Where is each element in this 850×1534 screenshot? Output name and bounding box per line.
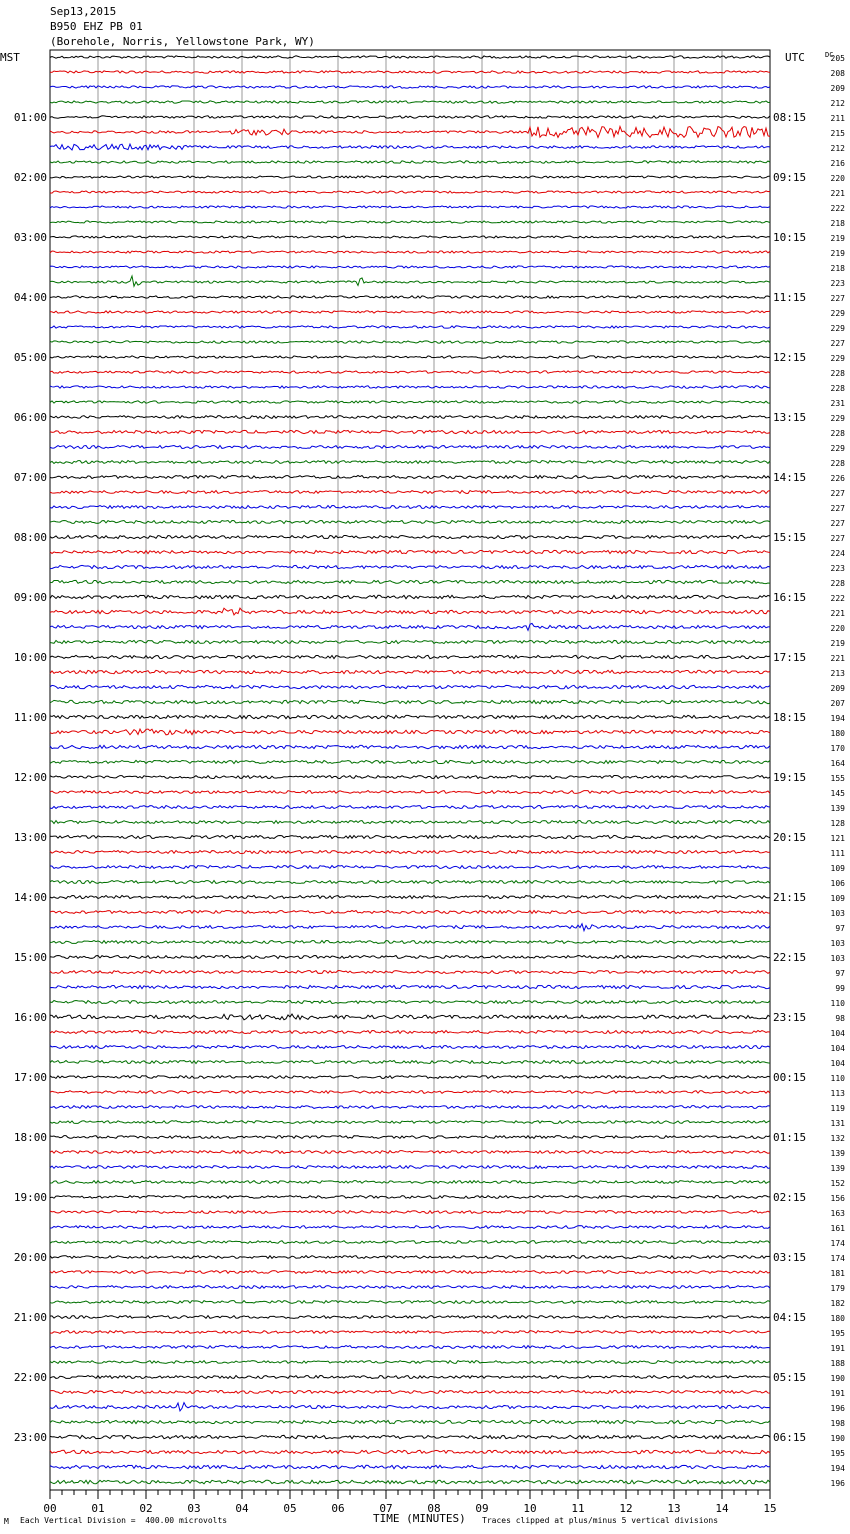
dc-offset-label-2: 209 bbox=[830, 84, 845, 93]
clip-note: Traces clipped at plus/minus 5 vertical divisions bbox=[482, 1516, 719, 1525]
trace-line-35 bbox=[50, 580, 770, 583]
dc-offset-label-49: 145 bbox=[830, 789, 845, 798]
dc-offset-label-40: 221 bbox=[830, 654, 845, 663]
dc-offset-label-46: 170 bbox=[830, 744, 845, 753]
dc-offset-label-76: 156 bbox=[830, 1194, 845, 1203]
left-hour-label-05:00: 05:00 bbox=[13, 351, 47, 364]
dc-offset-label-62: 99 bbox=[835, 984, 845, 993]
trace-line-67 bbox=[50, 1061, 770, 1064]
trace-line-77 bbox=[50, 1211, 770, 1214]
dc-offset-label-33: 224 bbox=[830, 549, 845, 558]
dc-offset-label-11: 218 bbox=[830, 219, 845, 228]
dc-offset-label-56: 109 bbox=[830, 894, 845, 903]
trace-line-40 bbox=[50, 655, 770, 658]
x-tick-label-15: 15 bbox=[763, 1502, 777, 1515]
dc-offset-label-79: 174 bbox=[830, 1239, 845, 1248]
trace-line-92 bbox=[50, 1435, 770, 1438]
dc-offset-label-77: 163 bbox=[830, 1209, 845, 1218]
right-hour-label-13:15: 13:15 bbox=[773, 411, 807, 424]
right-timezone-label: UTC bbox=[785, 51, 805, 64]
left-hour-label-12:00: 12:00 bbox=[13, 771, 47, 784]
trace-line-4 bbox=[50, 116, 770, 118]
right-hour-label-11:15: 11:15 bbox=[773, 291, 807, 304]
trace-line-61 bbox=[50, 971, 770, 974]
dc-offset-label-3: 212 bbox=[830, 99, 845, 108]
right-hour-label-23:15: 23:15 bbox=[773, 1011, 807, 1024]
dc-offset-label-37: 221 bbox=[830, 609, 845, 618]
dc-offset-label-26: 229 bbox=[830, 444, 845, 453]
dc-offset-label-88: 190 bbox=[830, 1374, 845, 1383]
right-hour-label-14:15: 14:15 bbox=[773, 471, 807, 484]
trace-line-76 bbox=[50, 1196, 770, 1199]
left-timezone-label: MST bbox=[0, 51, 20, 64]
dc-offset-label-64: 98 bbox=[835, 1014, 845, 1023]
x-tick-label-12: 12 bbox=[619, 1502, 633, 1515]
x-tick-label-03: 03 bbox=[187, 1502, 201, 1515]
trace-line-42 bbox=[50, 685, 770, 688]
left-hour-label-21:00: 21:00 bbox=[13, 1311, 47, 1324]
trace-line-7 bbox=[50, 161, 770, 163]
right-hour-label-02:15: 02:15 bbox=[773, 1191, 807, 1204]
trace-line-11 bbox=[50, 221, 770, 223]
left-hour-label-22:00: 22:00 bbox=[13, 1371, 47, 1384]
trace-line-39 bbox=[50, 640, 770, 643]
trace-line-91 bbox=[50, 1420, 770, 1423]
trace-line-17 bbox=[50, 311, 770, 313]
plot-date: Sep13,2015 bbox=[50, 5, 117, 18]
dc-offset-label-1: 208 bbox=[830, 69, 845, 78]
right-hour-label-06:15: 06:15 bbox=[773, 1431, 807, 1444]
dc-offset-label-36: 222 bbox=[830, 594, 845, 603]
x-tick-label-01: 01 bbox=[91, 1502, 105, 1515]
trace-line-16 bbox=[50, 296, 770, 298]
trace-line-89 bbox=[50, 1391, 770, 1394]
left-hour-label-19:00: 19:00 bbox=[13, 1191, 47, 1204]
dc-offset-label-14: 218 bbox=[830, 264, 845, 273]
left-hour-label-15:00: 15:00 bbox=[13, 951, 47, 964]
trace-line-30 bbox=[50, 506, 770, 509]
trace-line-41 bbox=[50, 670, 770, 673]
dc-offset-label-63: 110 bbox=[830, 999, 845, 1008]
right-hour-label-18:15: 18:15 bbox=[773, 711, 807, 724]
x-tick-label-10: 10 bbox=[523, 1502, 537, 1515]
trace-line-8 bbox=[50, 176, 770, 178]
right-hour-label-19:15: 19:15 bbox=[773, 771, 807, 784]
right-hour-label-08:15: 08:15 bbox=[773, 111, 807, 124]
trace-line-55 bbox=[50, 881, 770, 884]
left-hour-label-18:00: 18:00 bbox=[13, 1131, 47, 1144]
trace-line-73 bbox=[50, 1151, 770, 1154]
right-hour-label-21:15: 21:15 bbox=[773, 891, 807, 904]
dc-offset-label-48: 155 bbox=[830, 774, 845, 783]
left-hour-label-13:00: 13:00 bbox=[13, 831, 47, 844]
dc-offset-label-65: 104 bbox=[830, 1029, 845, 1038]
corner-mark: M bbox=[4, 1517, 9, 1526]
trace-line-1 bbox=[50, 71, 770, 73]
dc-offset-label-0: 205 bbox=[830, 54, 845, 63]
trace-line-15 bbox=[50, 276, 770, 286]
dc-offset-label-78: 161 bbox=[830, 1224, 845, 1233]
x-tick-label-06: 06 bbox=[331, 1502, 345, 1515]
trace-line-69 bbox=[50, 1091, 770, 1094]
x-tick-label-02: 02 bbox=[139, 1502, 153, 1515]
dc-offset-label-43: 207 bbox=[830, 699, 845, 708]
trace-line-79 bbox=[50, 1241, 770, 1244]
dc-offset-label-89: 191 bbox=[830, 1389, 845, 1398]
right-hour-label-09:15: 09:15 bbox=[773, 171, 807, 184]
trace-line-6 bbox=[50, 144, 770, 150]
trace-line-50 bbox=[50, 806, 770, 809]
trace-line-32 bbox=[50, 535, 770, 538]
left-hour-label-23:00: 23:00 bbox=[13, 1431, 47, 1444]
left-hour-label-01:00: 01:00 bbox=[13, 111, 47, 124]
trace-line-48 bbox=[50, 776, 770, 779]
trace-line-34 bbox=[50, 565, 770, 568]
dc-offset-label-42: 209 bbox=[830, 684, 845, 693]
trace-line-90 bbox=[50, 1403, 770, 1411]
trace-line-9 bbox=[50, 191, 770, 193]
dc-offset-label-10: 222 bbox=[830, 204, 845, 213]
dc-offset-label-16: 227 bbox=[830, 294, 845, 303]
right-hour-label-22:15: 22:15 bbox=[773, 951, 807, 964]
trace-line-10 bbox=[50, 206, 770, 208]
trace-line-68 bbox=[50, 1076, 770, 1079]
right-hour-label-01:15: 01:15 bbox=[773, 1131, 807, 1144]
dc-offset-label-20: 229 bbox=[830, 354, 845, 363]
dc-offset-label-21: 228 bbox=[830, 369, 845, 378]
right-hour-label-17:15: 17:15 bbox=[773, 651, 807, 664]
trace-line-60 bbox=[50, 956, 770, 959]
dc-offset-label-9: 221 bbox=[830, 189, 845, 198]
trace-line-52 bbox=[50, 835, 770, 838]
dc-offset-label-41: 213 bbox=[830, 669, 845, 678]
dc-offset-label-94: 194 bbox=[830, 1464, 845, 1473]
dc-offset-label-86: 191 bbox=[830, 1344, 845, 1353]
dc-offset-label-66: 104 bbox=[830, 1044, 845, 1053]
trace-line-63 bbox=[50, 1001, 770, 1004]
dc-offset-label-75: 152 bbox=[830, 1179, 845, 1188]
trace-line-26 bbox=[50, 446, 770, 449]
dc-offset-label-23: 231 bbox=[830, 399, 845, 408]
trace-line-20 bbox=[50, 356, 770, 358]
trace-line-57 bbox=[50, 911, 770, 914]
trace-line-94 bbox=[50, 1465, 770, 1468]
right-hour-label-03:15: 03:15 bbox=[773, 1251, 807, 1264]
trace-line-3 bbox=[50, 101, 770, 103]
dc-offset-label-83: 182 bbox=[830, 1299, 845, 1308]
trace-line-83 bbox=[50, 1301, 770, 1304]
trace-line-28 bbox=[50, 476, 770, 479]
right-hour-label-05:15: 05:15 bbox=[773, 1371, 807, 1384]
x-axis-label: TIME (MINUTES) bbox=[373, 1512, 466, 1525]
dc-offset-label-84: 180 bbox=[830, 1314, 845, 1323]
dc-offset-label-51: 128 bbox=[830, 819, 845, 828]
trace-line-19 bbox=[50, 341, 770, 343]
left-hour-label-08:00: 08:00 bbox=[13, 531, 47, 544]
dc-offset-label-91: 198 bbox=[830, 1419, 845, 1428]
trace-line-95 bbox=[50, 1480, 770, 1484]
dc-offset-label-60: 103 bbox=[830, 954, 845, 963]
trace-line-58 bbox=[50, 924, 770, 931]
x-tick-label-08: 08 bbox=[427, 1502, 441, 1515]
dc-offset-label-8: 220 bbox=[830, 174, 845, 183]
x-tick-label-11: 11 bbox=[571, 1502, 585, 1515]
dc-offset-label-92: 190 bbox=[830, 1434, 845, 1443]
dc-offset-label-6: 212 bbox=[830, 144, 845, 153]
trace-line-56 bbox=[50, 895, 770, 898]
dc-offset-label-18: 229 bbox=[830, 324, 845, 333]
trace-line-78 bbox=[50, 1226, 770, 1229]
trace-line-24 bbox=[50, 416, 770, 419]
dc-offset-label-93: 195 bbox=[830, 1449, 845, 1458]
dc-offset-label-25: 228 bbox=[830, 429, 845, 438]
dc-offset-label-61: 97 bbox=[835, 969, 845, 978]
dc-offset-label-74: 139 bbox=[830, 1164, 845, 1173]
trace-line-49 bbox=[50, 791, 770, 794]
dc-offset-label-82: 179 bbox=[830, 1284, 845, 1293]
dc-offset-label-17: 229 bbox=[830, 309, 845, 318]
trace-line-85 bbox=[50, 1331, 770, 1334]
dc-offset-label-69: 113 bbox=[830, 1089, 845, 1098]
right-hour-label-16:15: 16:15 bbox=[773, 591, 807, 604]
dc-offset-label-57: 103 bbox=[830, 909, 845, 918]
dc-offset-label-53: 111 bbox=[830, 849, 845, 858]
trace-line-18 bbox=[50, 326, 770, 328]
trace-line-62 bbox=[50, 985, 770, 988]
right-hour-label-00:15: 00:15 bbox=[773, 1071, 807, 1084]
trace-line-25 bbox=[50, 430, 770, 433]
left-hour-label-14:00: 14:00 bbox=[13, 891, 47, 904]
dc-offset-label-59: 103 bbox=[830, 939, 845, 948]
trace-line-72 bbox=[50, 1136, 770, 1139]
scale-note: Each Vertical Division = 400.00 microvolts bbox=[20, 1516, 228, 1525]
plot-location: (Borehole, Norris, Yellowstone Park, WY) bbox=[50, 35, 315, 48]
left-hour-label-09:00: 09:00 bbox=[13, 591, 47, 604]
dc-offset-label-5: 215 bbox=[830, 129, 845, 138]
left-hour-label-07:00: 07:00 bbox=[13, 471, 47, 484]
x-tick-label-05: 05 bbox=[283, 1502, 297, 1515]
trace-line-27 bbox=[50, 461, 770, 464]
trace-line-74 bbox=[50, 1166, 770, 1169]
x-tick-label-09: 09 bbox=[475, 1502, 489, 1515]
trace-line-33 bbox=[50, 550, 770, 553]
dc-offset-label-32: 227 bbox=[830, 534, 845, 543]
left-hour-label-02:00: 02:00 bbox=[13, 171, 47, 184]
dc-offset-label-38: 220 bbox=[830, 624, 845, 633]
dc-offset-label-71: 131 bbox=[830, 1119, 845, 1128]
dc-offset-label-4: 211 bbox=[830, 114, 845, 123]
dc-column-label: DC bbox=[825, 51, 834, 59]
dc-offset-label-58: 97 bbox=[835, 924, 845, 933]
dc-offset-label-35: 228 bbox=[830, 579, 845, 588]
left-hour-label-20:00: 20:00 bbox=[13, 1251, 47, 1264]
dc-offset-label-34: 223 bbox=[830, 564, 845, 573]
trace-line-44 bbox=[50, 715, 770, 718]
trace-line-45 bbox=[50, 729, 770, 735]
trace-line-70 bbox=[50, 1106, 770, 1109]
right-hour-label-12:15: 12:15 bbox=[773, 351, 807, 364]
dc-offset-label-67: 104 bbox=[830, 1059, 845, 1068]
trace-line-22 bbox=[50, 386, 770, 388]
dc-offset-label-15: 223 bbox=[830, 279, 845, 288]
trace-line-93 bbox=[50, 1450, 770, 1453]
trace-line-54 bbox=[50, 866, 770, 869]
x-tick-label-07: 07 bbox=[379, 1502, 393, 1515]
dc-offset-label-31: 227 bbox=[830, 519, 845, 528]
trace-line-43 bbox=[50, 700, 770, 703]
dc-offset-label-90: 196 bbox=[830, 1404, 845, 1413]
trace-line-47 bbox=[50, 760, 770, 763]
x-tick-label-04: 04 bbox=[235, 1502, 249, 1515]
trace-line-21 bbox=[50, 371, 770, 373]
dc-offset-label-28: 226 bbox=[830, 474, 845, 483]
dc-offset-label-30: 227 bbox=[830, 504, 845, 513]
dc-offset-label-27: 228 bbox=[830, 459, 845, 468]
trace-line-86 bbox=[50, 1346, 770, 1349]
dc-offset-label-55: 106 bbox=[830, 879, 845, 888]
right-hour-label-20:15: 20:15 bbox=[773, 831, 807, 844]
trace-line-53 bbox=[50, 851, 770, 854]
x-tick-label-13: 13 bbox=[667, 1502, 681, 1515]
left-hour-label-10:00: 10:00 bbox=[13, 651, 47, 664]
dc-offset-label-12: 219 bbox=[830, 234, 845, 243]
dc-offset-label-81: 181 bbox=[830, 1269, 845, 1278]
trace-line-88 bbox=[50, 1376, 770, 1379]
trace-line-82 bbox=[50, 1286, 770, 1289]
dc-offset-label-39: 219 bbox=[830, 639, 845, 648]
left-hour-label-03:00: 03:00 bbox=[13, 231, 47, 244]
trace-line-87 bbox=[50, 1361, 770, 1364]
dc-offset-label-72: 132 bbox=[830, 1134, 845, 1143]
trace-line-84 bbox=[50, 1316, 770, 1319]
left-hour-label-17:00: 17:00 bbox=[13, 1071, 47, 1084]
dc-offset-label-73: 139 bbox=[830, 1149, 845, 1158]
dc-offset-label-52: 121 bbox=[830, 834, 845, 843]
trace-line-81 bbox=[50, 1271, 770, 1274]
trace-line-23 bbox=[50, 401, 770, 403]
dc-offset-label-24: 229 bbox=[830, 414, 845, 423]
trace-line-14 bbox=[50, 266, 770, 268]
dc-offset-label-70: 119 bbox=[830, 1104, 845, 1113]
trace-line-36 bbox=[50, 595, 770, 598]
trace-line-71 bbox=[50, 1121, 770, 1124]
trace-line-75 bbox=[50, 1181, 770, 1184]
dc-offset-label-95: 196 bbox=[830, 1479, 845, 1488]
trace-line-12 bbox=[50, 236, 770, 238]
dc-offset-label-7: 216 bbox=[830, 159, 845, 168]
dc-offset-label-80: 174 bbox=[830, 1254, 845, 1263]
dc-offset-label-68: 110 bbox=[830, 1074, 845, 1083]
trace-line-0 bbox=[50, 56, 770, 58]
dc-offset-label-19: 227 bbox=[830, 339, 845, 348]
x-tick-label-00: 00 bbox=[43, 1502, 57, 1515]
trace-line-64 bbox=[50, 1014, 770, 1020]
left-hour-label-11:00: 11:00 bbox=[13, 711, 47, 724]
dc-offset-label-44: 194 bbox=[830, 714, 845, 723]
right-hour-label-04:15: 04:15 bbox=[773, 1311, 807, 1324]
trace-line-29 bbox=[50, 491, 770, 494]
trace-line-13 bbox=[50, 251, 770, 253]
right-hour-label-15:15: 15:15 bbox=[773, 531, 807, 544]
dc-offset-label-45: 180 bbox=[830, 729, 845, 738]
trace-line-31 bbox=[50, 521, 770, 524]
trace-line-59 bbox=[50, 941, 770, 944]
trace-line-66 bbox=[50, 1046, 770, 1049]
trace-line-38 bbox=[50, 623, 770, 630]
dc-offset-label-87: 188 bbox=[830, 1359, 845, 1368]
x-tick-label-14: 14 bbox=[715, 1502, 729, 1515]
trace-line-37 bbox=[50, 608, 770, 615]
trace-line-65 bbox=[50, 1031, 770, 1034]
dc-offset-label-50: 139 bbox=[830, 804, 845, 813]
dc-offset-label-47: 164 bbox=[830, 759, 845, 768]
left-hour-label-06:00: 06:00 bbox=[13, 411, 47, 424]
dc-offset-label-13: 219 bbox=[830, 249, 845, 258]
trace-line-5 bbox=[50, 127, 770, 138]
dc-offset-label-22: 228 bbox=[830, 384, 845, 393]
plot-station: B950 EHZ PB 01 bbox=[50, 20, 143, 33]
dc-offset-label-85: 195 bbox=[830, 1329, 845, 1338]
trace-line-51 bbox=[50, 821, 770, 824]
left-hour-label-16:00: 16:00 bbox=[13, 1011, 47, 1024]
dc-offset-label-54: 109 bbox=[830, 864, 845, 873]
right-hour-label-10:15: 10:15 bbox=[773, 231, 807, 244]
trace-line-46 bbox=[50, 745, 770, 748]
trace-line-2 bbox=[50, 86, 770, 88]
trace-line-80 bbox=[50, 1256, 770, 1259]
left-hour-label-04:00: 04:00 bbox=[13, 291, 47, 304]
dc-offset-label-29: 227 bbox=[830, 489, 845, 498]
